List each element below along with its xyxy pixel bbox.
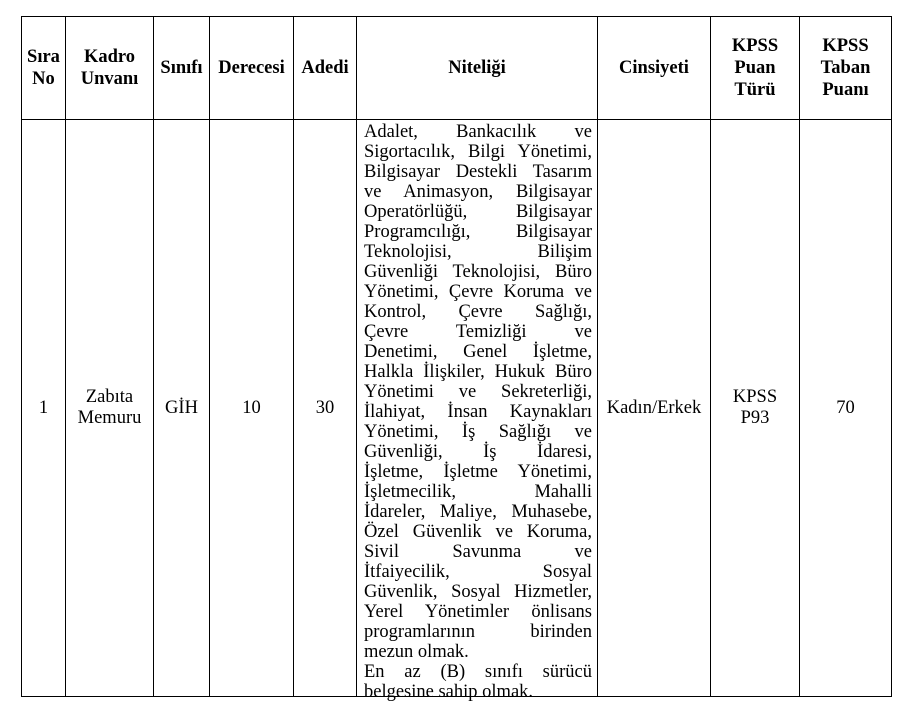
cell-niteligi [364, 122, 592, 702]
header-cinsiyeti: Cinsiyeti [619, 58, 689, 78]
niteligi-line: Özel Güvenlik ve Koruma, [364, 522, 592, 542]
niteligi-line: Denetimi, Genel İşletme, [364, 342, 592, 362]
cell-cinsiyeti: Kadın/Erkek [606, 397, 702, 418]
header-kpss-puan-turu: KPSS Puan Türü [731, 36, 779, 100]
niteligi-line: Bilgisayar Destekli Tasarım [364, 162, 592, 182]
niteligi-line: Yönetimi, İş Sağlığı ve [364, 422, 592, 442]
niteligi-line: Yönetimi, Çevre Koruma ve [364, 282, 592, 302]
niteligi-line: En az (B) sınıfı sürücü [364, 662, 592, 682]
cell-kadro-unvani: Zabıta Memuru [77, 387, 142, 428]
niteligi-line: ve Animasyon, Bilgisayar [364, 182, 592, 202]
niteligi-line: Adalet, Bankacılık ve [364, 122, 592, 142]
header-derecesi: Derecesi [218, 58, 285, 78]
niteligi-line: Operatörlüğü, Bilgisayar [364, 202, 592, 222]
niteligi-line: Kontrol, Çevre Sağlığı, [364, 302, 592, 322]
cell-adedi: 30 [315, 397, 335, 418]
niteligi-line: Çevre Temizliği ve [364, 322, 592, 342]
header-adedi: Adedi [301, 58, 349, 78]
header-kadro-unvani: Kadro Unvanı [80, 47, 139, 89]
niteligi-line: İtfaiyecilik, Sosyal [364, 562, 592, 582]
niteligi-line: Yönetimi ve Sekreterliği, [364, 382, 592, 402]
cell-kpss-taban-puani: 70 [836, 397, 855, 418]
staff-requirements-table [21, 16, 892, 702]
niteligi-line: Sivil Savunma ve [364, 542, 592, 562]
niteligi-line: Güvenliği Teknolojisi, Büro [364, 262, 592, 282]
header-niteligi: Niteliği [448, 58, 506, 78]
niteligi-line: İdareler, Maliye, Muhasebe, [364, 502, 592, 522]
niteligi-line: İlahiyat, İnsan Kaynakları [364, 402, 592, 422]
niteligi-line: belgesine sahip olmak. [364, 682, 534, 702]
niteligi-line: İşletme, İşletme Yönetimi, [364, 462, 592, 482]
niteligi-line: Güvenliği, İş İdaresi, [364, 442, 592, 462]
niteligi-line: İşletmecilik, Mahalli [364, 482, 592, 502]
cell-sira-no: 1 [38, 397, 49, 418]
niteligi-line: Programcılığı, Bilgisayar [364, 222, 592, 242]
niteligi-line: Halkla İlişkiler, Hukuk Büro [364, 362, 592, 382]
niteligi-line: programlarının birinden [364, 622, 592, 642]
header-sinifi: Sınıfı [160, 58, 203, 78]
header-sira-no: Sıra No [27, 47, 60, 89]
cell-kpss-puan-turu: KPSS P93 [732, 387, 778, 428]
niteligi-line: mezun olmak. [364, 642, 469, 662]
niteligi-line: Teknolojisi, Bilişim [364, 242, 592, 262]
niteligi-line: Sigortacılık, Bilgi Yönetimi, [364, 142, 592, 162]
header-kpss-taban-puani: KPSS Taban Puanı [820, 36, 871, 100]
cell-derecesi: 10 [242, 397, 261, 418]
niteligi-line: Yerel Yönetimler önlisans [364, 602, 592, 622]
niteligi-line: Güvenlik, Sosyal Hizmetler, [364, 582, 592, 602]
cell-sinifi: GİH [165, 397, 198, 418]
